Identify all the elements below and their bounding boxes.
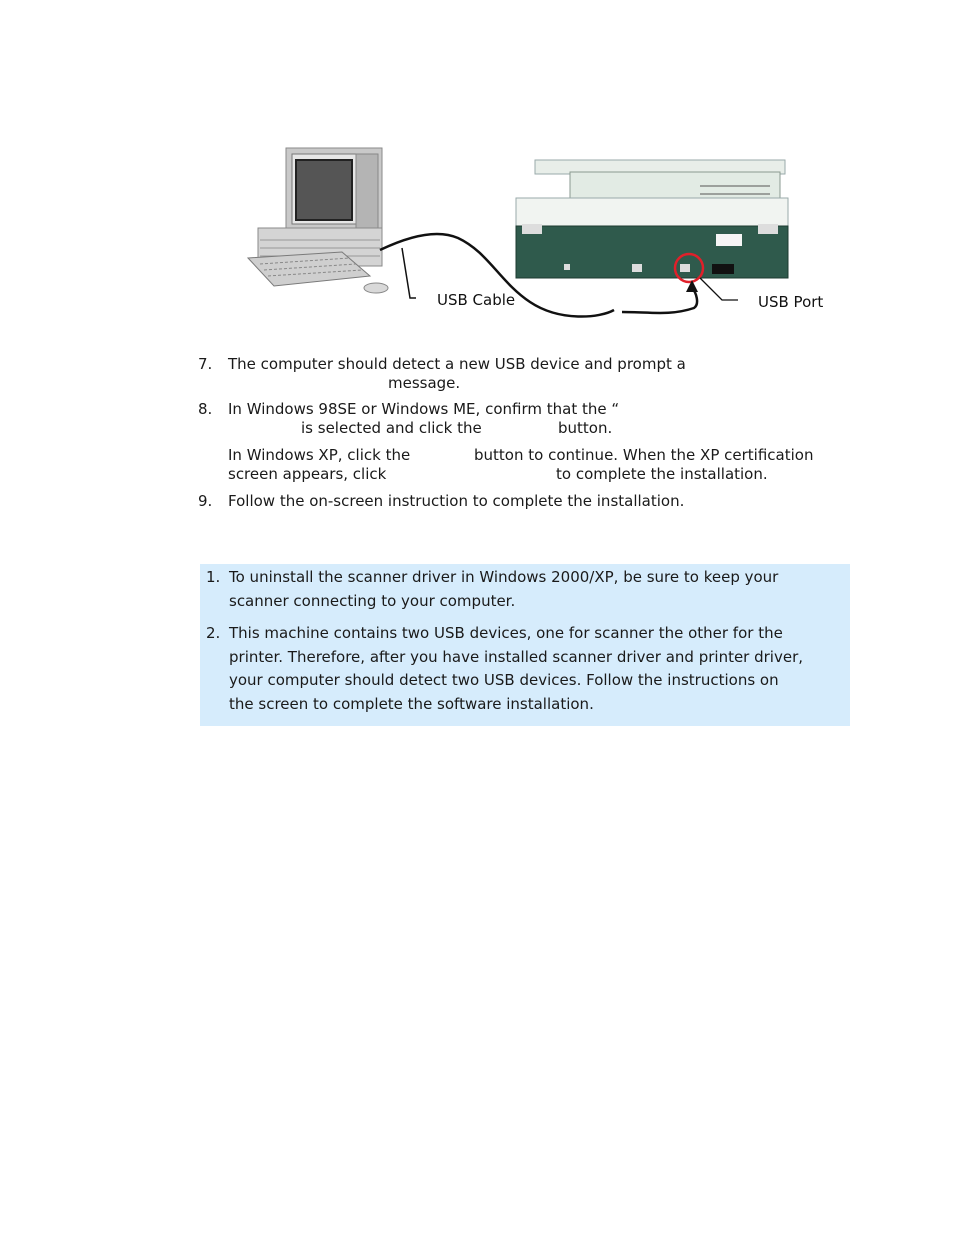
scanner-printer-icon <box>516 160 788 278</box>
step-text: Follow the on-screen instruction to complete the installation. <box>228 492 685 510</box>
step-text: is selected and click the <box>301 419 482 437</box>
step-text: In Windows 98SE or Windows ME, confirm that the “ <box>228 400 620 418</box>
step-text: message. <box>388 374 461 392</box>
step-number: 9. <box>198 492 213 510</box>
note-text: printer. Therefore, after you have installed scanner driver and printer driver, <box>229 647 804 666</box>
step-number: 7. <box>198 355 213 373</box>
note-text: This machine contains two USB devices, one for scanner the other for the <box>229 624 783 642</box>
note-text: scanner connecting to your computer. <box>229 591 516 610</box>
step-text: screen appears, click <box>228 465 387 483</box>
connection-illustration <box>230 140 850 330</box>
step-text: button to continue. When the XP certification <box>474 446 814 464</box>
note-text: your computer should detect two USB devices. Follow the instructions on <box>229 671 779 689</box>
note-text: To uninstall the scanner driver in Windows 2000/XP, be sure to keep your <box>229 568 779 586</box>
step-number: 8. <box>198 400 213 418</box>
computer-icon <box>248 148 388 293</box>
step-text: button. <box>558 419 613 437</box>
step-text: to complete the installation. <box>556 465 768 483</box>
note-number: 2. <box>206 624 221 642</box>
step-text: In Windows XP, click the <box>228 446 411 464</box>
usb-port-label: USB Port <box>758 293 824 311</box>
usb-cable-label: USB Cable <box>437 291 516 309</box>
step-text: The computer should detect a new USB device and prompt a <box>228 355 686 373</box>
note-number: 1. <box>206 568 221 586</box>
note-text: the screen to complete the software installation. <box>229 694 594 713</box>
note-box <box>200 564 850 726</box>
